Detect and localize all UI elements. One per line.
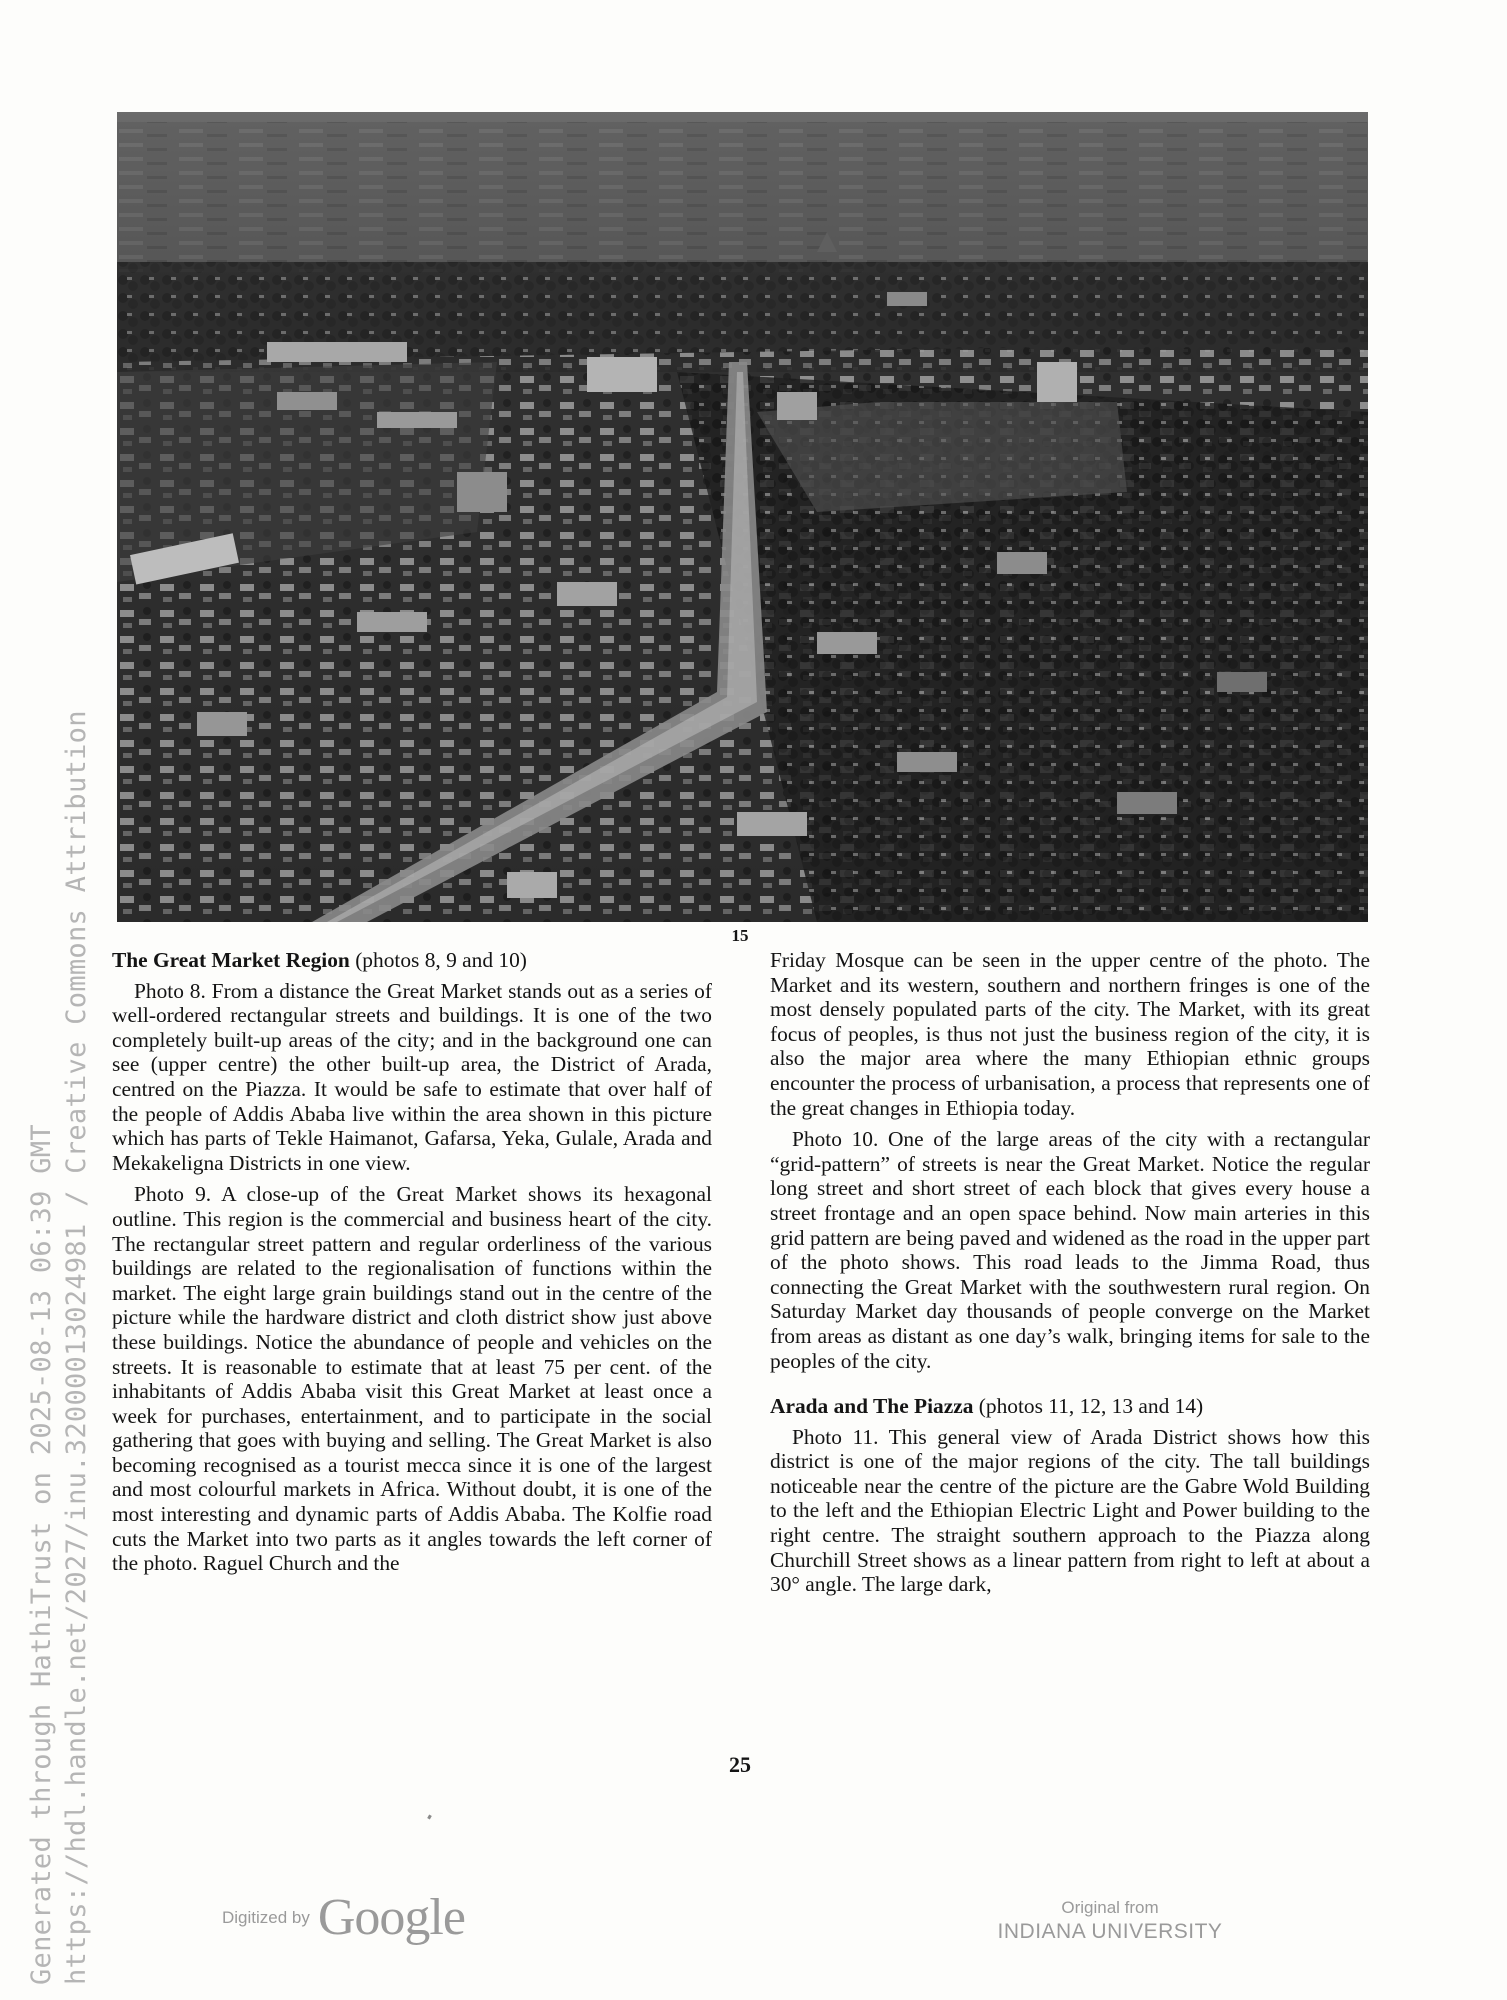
heading-photo-ref: (photos 8, 9 and 10) (355, 948, 527, 972)
paragraph-photo-9: Photo 9. A close-up of the Great Market shows its hexagonal outline. This region is the commercial and business heart of the city. The rectangular street pattern and regular orderliness of the various buildings are related to the regionalisation of functions within the market. The eight large grain buildings stand out in the centre of the picture while the hardware district and cloth district show just above these buildings. Notice the abundance of people and vehicles on the streets. It is reasonable to estimate that at least 75 per cent. of the inhabitants of Addis Ababa visit this Great Market at least once a week for purchases, entertainment, and to participate in the social gathering that goes with buying and selling. The Great Market is also becoming recognised as a tourist mecca since it is one of the largest and most colourful markets in Africa. Without doubt, it is one of the most interesting and dynamic parts of Addis Ababa. The Kolfie road cuts the Market into two parts as it angles towards the left corner of the photo. Raguel Church and the (112, 1182, 712, 1576)
photo-number: 15 (731, 926, 749, 945)
heading-photo-ref: (photos 11, 12, 13 and 14) (978, 1394, 1204, 1419)
hathitrust-watermark (0, 0, 100, 2000)
section-heading-great-market (112, 948, 712, 973)
section-spacer (770, 1380, 1370, 1394)
watermark-line-generated: Generated through HathiTrust on 2025-08-13 06:39 GMT (26, 1124, 57, 1985)
right-column (770, 948, 1370, 1604)
section-heading-arada (770, 1394, 1370, 1419)
left-column (112, 948, 712, 1583)
paragraph-photo-8: Photo 8. From a distance the Great Market stands out as a series of well-ordered rectangular streets and buildings. It is one of the two completely built-up areas of the city; and in the background one can see (upper centre) the other built-up area, the District of Arada, centred on the Piazza. It would be safe to estimate that over half of the people of Addis Ababa live within the area shown in this picture which has parts of Tekle Haimanot, Gafarsa, Yeka, Gulale, Arada and Mekakeligna Districts in one view. (112, 978, 712, 1175)
paragraph-photo-11: Photo 11. This general view of Arada District shows how this district is one of the major regions of the city. The tall buildings noticeable near the centre of the picture are the Gabre Wold Building to the left and the Ethiopian Electric Light and Power building to the right centre. The straight southern approach to the Piazza along Churchill Street shows as a linear pattern from right to left at about a 30° angle. The large dark, (770, 1424, 1370, 1597)
digitized-by-google (222, 1888, 465, 1948)
paragraph-photo-10: Photo 10. One of the large areas of the city with a rectangular “grid-pattern” of streets is near the Great Market. Notice the regular long street and short street of each block that gives every house a street frontage and an open space behind. Now main arteries in this grid pattern are being paved and widened as the road in the upper part of the photo shows. This road leads to the Jimma Road, thus connecting the Great Market with the southwestern rural region. On Saturday Market day thousands of people converge on the Market from areas as distant as one day’s walk, bringing items for sale to the peoples of the city. (770, 1127, 1370, 1373)
institution-name: INDIANA UNIVERSITY (997, 1920, 1223, 1943)
original-from-label: Original from (1061, 1898, 1159, 1917)
page-number: 25 (729, 1752, 751, 1777)
scan-speck (427, 1815, 432, 1820)
aerial-photo-great-market (117, 112, 1368, 922)
google-logo: Google (317, 1889, 465, 1946)
paragraph-continuation: Friday Mosque can be seen in the upper centre of the photo. The Market and its western, southern and northern fringes is one of the most densely populated parts of the city. The Market, with its great focus of peoples, is thus not just the business region of the city, it is also the major area where the many Ethiopian ethnic groups encounter the process of urbanisation, a process that represents one of the great changes in Ethiopia today. (770, 948, 1370, 1120)
heading-bold-text: The Great Market Region (112, 948, 350, 972)
heading-bold-text: Arada and The Piazza (770, 1394, 974, 1419)
original-from (960, 1898, 1260, 1944)
watermark-line-handle: https://hdl.handle.net/2027/inu.32000013024981 / Creative Commons Attribution (61, 710, 92, 1985)
digitized-by-label: Digitized by (222, 1907, 310, 1927)
